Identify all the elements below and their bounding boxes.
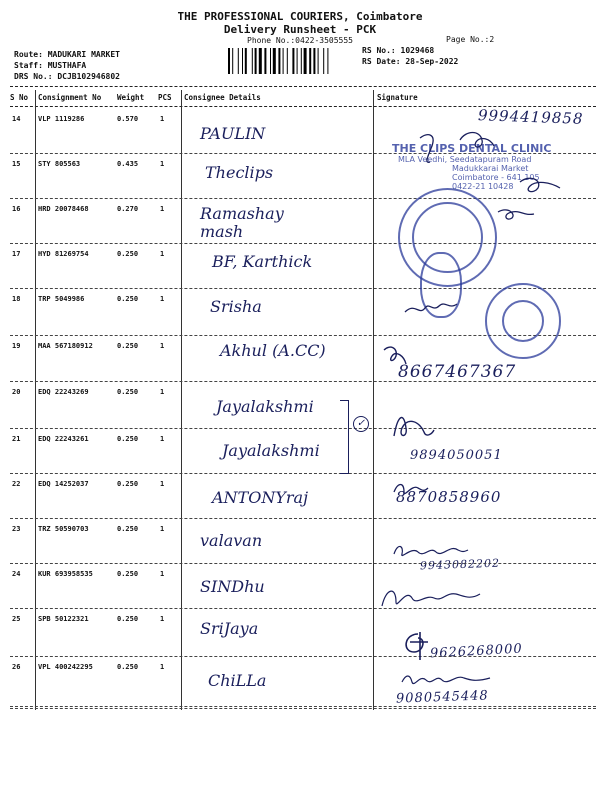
- cell-weight: 0.250: [117, 435, 139, 443]
- cell-weight: 0.250: [117, 525, 139, 533]
- cell-consignment-no: STY 805563: [38, 160, 81, 168]
- cell-consignment-no: EDQ 22243269: [38, 388, 89, 396]
- row-divider: [10, 518, 596, 519]
- cell-pcs: 1: [160, 250, 165, 258]
- signature-scribble: [380, 340, 410, 368]
- document-title: THE PROFESSIONAL COURIERS, Coimbatore: [177, 10, 423, 23]
- barcode-bar: [228, 48, 230, 74]
- signature-phone-number: 9080545448: [395, 688, 489, 707]
- consignee-name: Theclips: [205, 163, 274, 182]
- row-divider: [10, 656, 596, 657]
- cell-consignment-no: TRP 5049986: [38, 295, 85, 303]
- barcode-bar: [245, 48, 247, 74]
- signature-scribble: [390, 478, 430, 498]
- cell-consignment-no: HRD 20078468: [38, 205, 89, 213]
- cell-sno: 18: [12, 295, 21, 303]
- cell-weight: 0.250: [117, 663, 139, 671]
- cell-sno: 22: [12, 480, 21, 488]
- route-label: Route: MADUKARI MARKET: [14, 50, 120, 59]
- consignee-name: Jayalakshmi: [216, 397, 314, 416]
- cell-pcs: 1: [160, 480, 165, 488]
- stamp-clinic-name: THE CLIPS DENTAL CLINIC: [392, 142, 552, 155]
- cell-weight: 0.435: [117, 160, 139, 168]
- cell-pcs: 1: [160, 388, 165, 396]
- stamp-address-line: 0422-21 10428: [452, 182, 514, 191]
- cell-sno: 16: [12, 205, 21, 213]
- cell-consignment-no: KUR 693958535: [38, 570, 93, 578]
- barcode-image: [228, 48, 354, 74]
- cell-weight: 0.250: [117, 295, 139, 303]
- barcode-bar: [304, 48, 307, 74]
- cell-pcs: 1: [160, 525, 165, 533]
- row-divider: [10, 381, 596, 382]
- cell-consignment-no: HYD 81269754: [38, 250, 89, 258]
- consignee-name: BF, Karthick: [212, 252, 313, 271]
- consignee-name: ChiLLa: [208, 671, 267, 690]
- cell-weight: 0.250: [117, 388, 139, 396]
- barcode-bar: [242, 48, 243, 74]
- column-divider: [181, 90, 182, 710]
- cell-consignment-no: EDQ 22243261: [38, 435, 89, 443]
- cell-sno: 24: [12, 570, 21, 578]
- cell-weight: 0.250: [117, 480, 139, 488]
- drs-number: DRS No.: DCJB102946802: [14, 72, 120, 81]
- signature-scribble: [390, 540, 470, 560]
- barcode-bar: [259, 48, 262, 74]
- stamp-address-line: Madukkarai Market: [452, 164, 529, 173]
- cell-pcs: 1: [160, 295, 165, 303]
- consignee-name: Ramashay mash: [200, 204, 284, 241]
- row-divider: [10, 473, 596, 474]
- cell-weight: 0.250: [117, 342, 139, 350]
- signature-scribble: [378, 582, 488, 614]
- barcode-bar: [323, 48, 324, 74]
- handwritten-circled-mark: ✓: [353, 416, 369, 432]
- cell-pcs: 1: [160, 160, 165, 168]
- consignee-name: SINDhu: [200, 577, 265, 596]
- cell-sno: 19: [12, 342, 21, 350]
- cell-weight: 0.270: [117, 205, 139, 213]
- cell-pcs: 1: [160, 342, 165, 350]
- cell-sno: 20: [12, 388, 21, 396]
- signature-phone-number: 9943082202: [419, 556, 501, 573]
- cell-pcs: 1: [160, 570, 165, 578]
- table-bottom-rule: [10, 708, 596, 709]
- cell-sno: 23: [12, 525, 21, 533]
- signature-scribble: [398, 670, 498, 688]
- barcode-bar: [287, 48, 288, 74]
- cell-weight: 0.250: [117, 570, 139, 578]
- signature-phone-number: 8870858960: [396, 488, 502, 506]
- barcode-bar: [273, 48, 276, 74]
- cell-sno: 21: [12, 435, 21, 443]
- cell-sno: 26: [12, 663, 21, 671]
- barcode-bar: [318, 48, 319, 74]
- cell-weight: 0.250: [117, 250, 139, 258]
- barcode-bar: [264, 48, 266, 74]
- barcode-bar: [270, 48, 271, 74]
- signature-phone-number: 9894050051: [410, 448, 503, 463]
- handwritten-bracket: [340, 400, 349, 474]
- row-divider: [10, 706, 596, 707]
- col-header-consignee: Consignee Details: [184, 93, 261, 102]
- cell-pcs: 1: [160, 663, 165, 671]
- signature-phone-number: 9626268000: [429, 641, 524, 662]
- signature-scribble: [398, 628, 438, 664]
- row-divider: [10, 428, 596, 429]
- barcode-bar: [292, 48, 294, 74]
- cell-sno: 15: [12, 160, 21, 168]
- cell-consignment-no: VLP 1119286: [38, 115, 85, 123]
- barcode-bar: [238, 48, 239, 74]
- consignee-name: Jayalakshmi: [222, 441, 320, 460]
- barcode-bar: [252, 48, 253, 74]
- consignee-name: valavan: [200, 531, 263, 550]
- barcode-bar: [283, 48, 284, 74]
- row-divider: [10, 608, 596, 609]
- staff-label: Staff: MUSTHAFA: [14, 61, 87, 70]
- cell-pcs: 1: [160, 115, 165, 123]
- barcode-bar: [255, 48, 257, 74]
- header-top-rule: [10, 86, 596, 87]
- page-number: Page No.:2: [446, 35, 495, 44]
- stamp-address-line: Coimbatore - 641 105: [452, 173, 540, 182]
- column-divider: [35, 90, 36, 710]
- col-header-sno: S No: [10, 93, 29, 102]
- barcode-bar: [301, 48, 302, 74]
- column-divider: [373, 90, 374, 710]
- signature-phone-number: 8667467367: [398, 362, 517, 382]
- cell-pcs: 1: [160, 205, 165, 213]
- cell-consignment-no: EDQ 14252037: [38, 480, 89, 488]
- barcode-bar: [313, 48, 315, 74]
- barcode-bar: [297, 48, 298, 74]
- cell-pcs: 1: [160, 435, 165, 443]
- rs-number: RS No.: 1029468: [362, 46, 435, 55]
- signature-scribble: [388, 406, 438, 446]
- cell-consignment-no: MAA 567180912: [38, 342, 93, 350]
- document-subtitle: Delivery Runsheet - PCK: [223, 23, 377, 36]
- barcode-bar: [327, 48, 328, 74]
- consignee-name: ANTONYraj: [212, 488, 309, 507]
- phone-number: Phone No.:0422-3505555: [247, 36, 353, 45]
- col-header-pcs: PCS: [158, 93, 172, 102]
- consignee-name: SriJaya: [200, 619, 259, 638]
- consignee-name: PAULIN: [200, 124, 266, 143]
- cell-sno: 25: [12, 615, 21, 623]
- consignee-name: Srisha: [210, 297, 262, 316]
- barcode-bar: [278, 48, 280, 74]
- barcode-bar: [309, 48, 311, 74]
- signature-scribbles: [400, 120, 590, 340]
- cell-consignment-no: SPB 50122321: [38, 615, 89, 623]
- cell-pcs: 1: [160, 615, 165, 623]
- stamp-address-line: MLA Veedhi, Seedatapuram Road: [398, 155, 532, 164]
- signature-phone-number: 9994419858: [477, 106, 584, 128]
- cell-consignment-no: TRZ 50590703: [38, 525, 89, 533]
- barcode-bar: [232, 48, 233, 74]
- cell-consignment-no: VPL 400242295: [38, 663, 93, 671]
- cell-weight: 0.570: [117, 115, 139, 123]
- cell-sno: 17: [12, 250, 21, 258]
- consignee-name: Akhul (A.CC): [220, 341, 326, 360]
- col-header-weight: Weight: [117, 93, 145, 102]
- row-divider: [10, 563, 596, 564]
- rs-date: RS Date: 28-Sep-2022: [362, 57, 459, 66]
- col-header-consignment: Consignment No: [38, 93, 102, 102]
- col-header-signature: Signature: [377, 93, 418, 102]
- cell-sno: 14: [12, 115, 21, 123]
- cell-weight: 0.250: [117, 615, 139, 623]
